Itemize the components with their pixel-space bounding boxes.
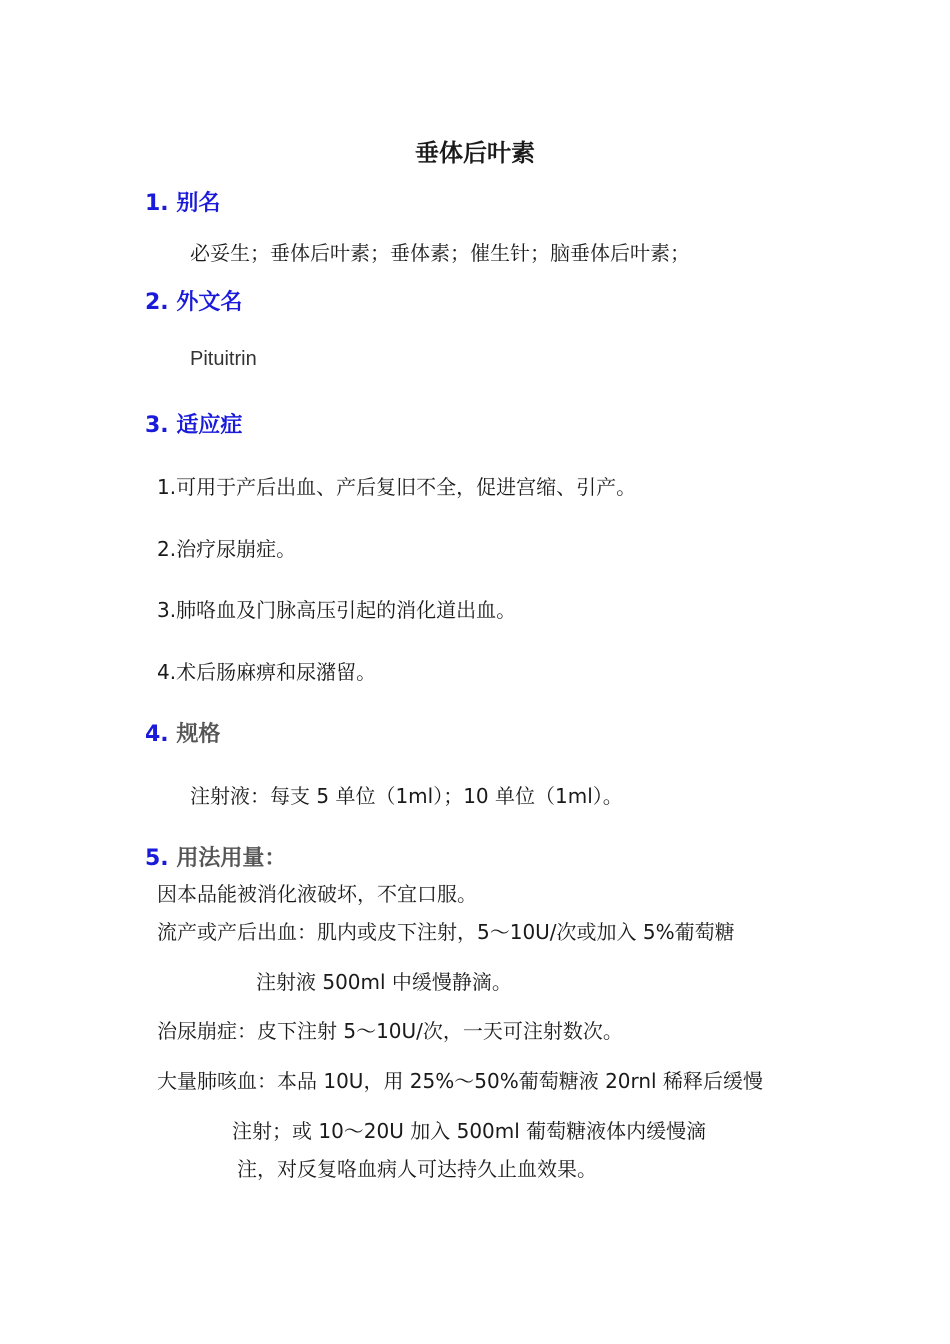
usage-line: 大量肺咳血：本品 10U，用 25%～50%葡萄糖液 20rnl 稀释后缓慢 [157,1069,763,1093]
section-number: 3. [145,413,169,438]
section-label: 规格 [176,722,221,747]
section-number: 2. [145,290,169,315]
section-label: 适应症 [176,413,243,438]
indication-item: 4.术后肠麻痹和尿潴留。 [157,660,377,684]
aliases-text: 必妥生；垂体后叶素；垂体素；催生针；脑垂体后叶素； [190,241,690,265]
indication-item: 3.肺咯血及门脉高压引起的消化道出血。 [157,598,517,622]
section-number: 1. [145,191,169,216]
section-heading-foreign-name [145,285,242,316]
section-label: 别名 [176,191,221,216]
spec-text: 注射液：每支 5 单位（1ml）；10 单位（1ml）。 [190,784,623,808]
usage-line: 注，对反复咯血病人可达持久止血效果。 [237,1157,597,1181]
section-number: 5. [145,846,169,871]
usage-line: 注射液 500ml 中缓慢静滴。 [256,970,512,994]
usage-line: 因本品能被消化液破坏，不宜口服。 [157,882,477,906]
section-heading-usage [145,841,286,872]
usage-line: 注射；或 10～20U 加入 500ml 葡萄糖液体内缓慢滴 [232,1119,707,1143]
section-heading-aliases [145,186,220,217]
foreign-name-text: Pituitrin [190,348,257,370]
section-heading-spec [145,717,220,748]
usage-line: 治尿崩症：皮下注射 5～10U/次，一天可注射数次。 [157,1019,623,1043]
section-label: 外文名 [176,290,243,315]
indication-item: 2.治疗尿崩症。 [157,537,297,561]
section-heading-indications [145,408,242,439]
section-number: 4. [145,722,169,747]
section-label: 用法用量： [176,846,287,871]
usage-line: 流产或产后出血：肌内或皮下注射，5～10U/次或加入 5%葡萄糖 [157,920,735,944]
document-title: 垂体后叶素 [415,139,535,167]
indication-item: 1.可用于产后出血、产后复旧不全，促进宫缩、引产。 [157,475,637,499]
